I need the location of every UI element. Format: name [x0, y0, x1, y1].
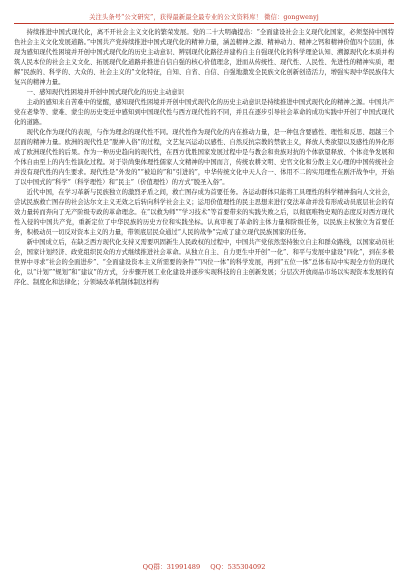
page-footer — [0, 561, 408, 571]
section-heading: 一、感知现代性困境并开创中国式现代化的历史主动意识 — [26, 89, 185, 96]
paragraph-body: 主动的感知来自苦难中的觉醒，感知现代性困境并开创中国式现代化的历史主动意识是持续推进中国式现代化的精神之源。中国共产党在老挚等、蒙难、蒙尘的历史变迁中感知到中国现代性与西方现代性的不同，并且在逐步引导社会革命的成功实践中开创了中国式现代化的道路。 — [14, 99, 394, 126]
paragraph-body: 新中国成立后，在缺乏西方现代化支持又需要巩固新生人民政权的过程中，中国共产党依然坚持独立自主和群众路线，以国家动员社会，国家计划经济、政党组织民众的方式继续推进社会革命。从独立自主、自力更生中开创“一化”、和平与发展中建设“四化”，到在多极世界中寻求“社会的全面进步”、“全面建设资本主义所需要的条件”“四位一体”的科学发展，再到“五位一体”总体布局中实现全方位的现代化，以“计划”“规划”和“建议”的方式，分步骤开展工业化建设并逐步实现科技的自主创新发展；分层次开放商品市场以实现资本发展的有序化、制度化和法律化；分领域改革机制体制这样构 — [14, 239, 394, 286]
footer-qq-group: QQ群：31991489 — [142, 563, 201, 571]
paragraph-body: 现代化作为现代的表现，与作为理念的现代性不同。现代性作为现代化的内在推动力量，是一种包含要感性、理性和反思、超越三个层面的精神力量。欧洲的现代性是“脱神入俗”的过程，文艺复兴运动以感性、自然反抗宗教的禁欲主义，释放人类欲望以及感性的异化形成了欧洲现代性的后果。作为一种历史趋向的现代性，在西方优胜国家发展过程中是与教会和贵族对抗的个体欲望释放、个体竞争发展和个体自由至上的内生性演化过程。对于崇尚集体理性儒家人文精神的中国而言，传统农耕文明、史官文化和分散主义心理的中国传统社会并没有现代性的内生要求。现代性是“外发的”“被迫的”和“引进的”，中华传统文化中天人合一、体用不二的实用理性在剧汗战争中，开始了以中国式的“科学”（科学理性）和“民主”（价值理性）的方式“脱圣入俗”。 — [14, 129, 394, 186]
header-divider — [14, 23, 394, 24]
page-header-notice: 关注头条号“公文研究”，获得最新最全最专业的公文资料库！ 微信：gongwenyj — [89, 14, 319, 21]
footer-qq: QQ：535304092 — [210, 563, 266, 571]
document-body — [14, 28, 394, 288]
paragraph-intro: 持续推进中国式现代化，离不开社会主义文化的繁荣发展。党的二十大明确提出：“全面建设社会主义现代化国家，必须坚持中国特色社会主义文化发展道路。”中国共产党持续推进中国式现代化的精神力量，涵盖精神之源、精神动力、精神之钙和精神价值四个层面，体现为感知现代性困境并开创中国式现代化的历史主动意识、辨别现代化路径并建构自主自强现代化的科学理论认知、溯源现代化本质并构筑人民本位的社会主义文化、拓展现代化道路并推进自信自强的核心价值理念，进而从传统性、现代性、人民性、先进性的精神实质，理解“民族的、科学的、大众的、社会主义的”文化特征，自知、自省、自信、自强地激发全民族文化创新创造活力，增强实现中华民族伟大复兴的精神力量。 — [14, 29, 394, 86]
paragraph-body: 近代中国，在学习革新与民族独立的激烈矛盾之间，救亡图存成为首要任务。各运动群体只能将工具理性的科学精神指向人文社会，尝试民族救亡图存的社会达尔文主义无效之后转向科学社会主义；运用价值理性的民主思想来进行变法革命并没有形成动员底层社会的有效力量转而奔向了无产阶级专政的革命理念。在“以救为师”“学习技术”等首要带来的实践失败之后，以彻底唯物史观的态度反对西方现代性入侵的中国共产党，重新定位了中华民族的历史方位和实践坐标。认真审视了革命的主体力量和阶级任务，以民族主权独立为首要任务，积极动员一切反对资本主义的力量，带领底层民众通过“人民的战争”完成了建立现代民族国家的任务。 — [14, 189, 394, 236]
